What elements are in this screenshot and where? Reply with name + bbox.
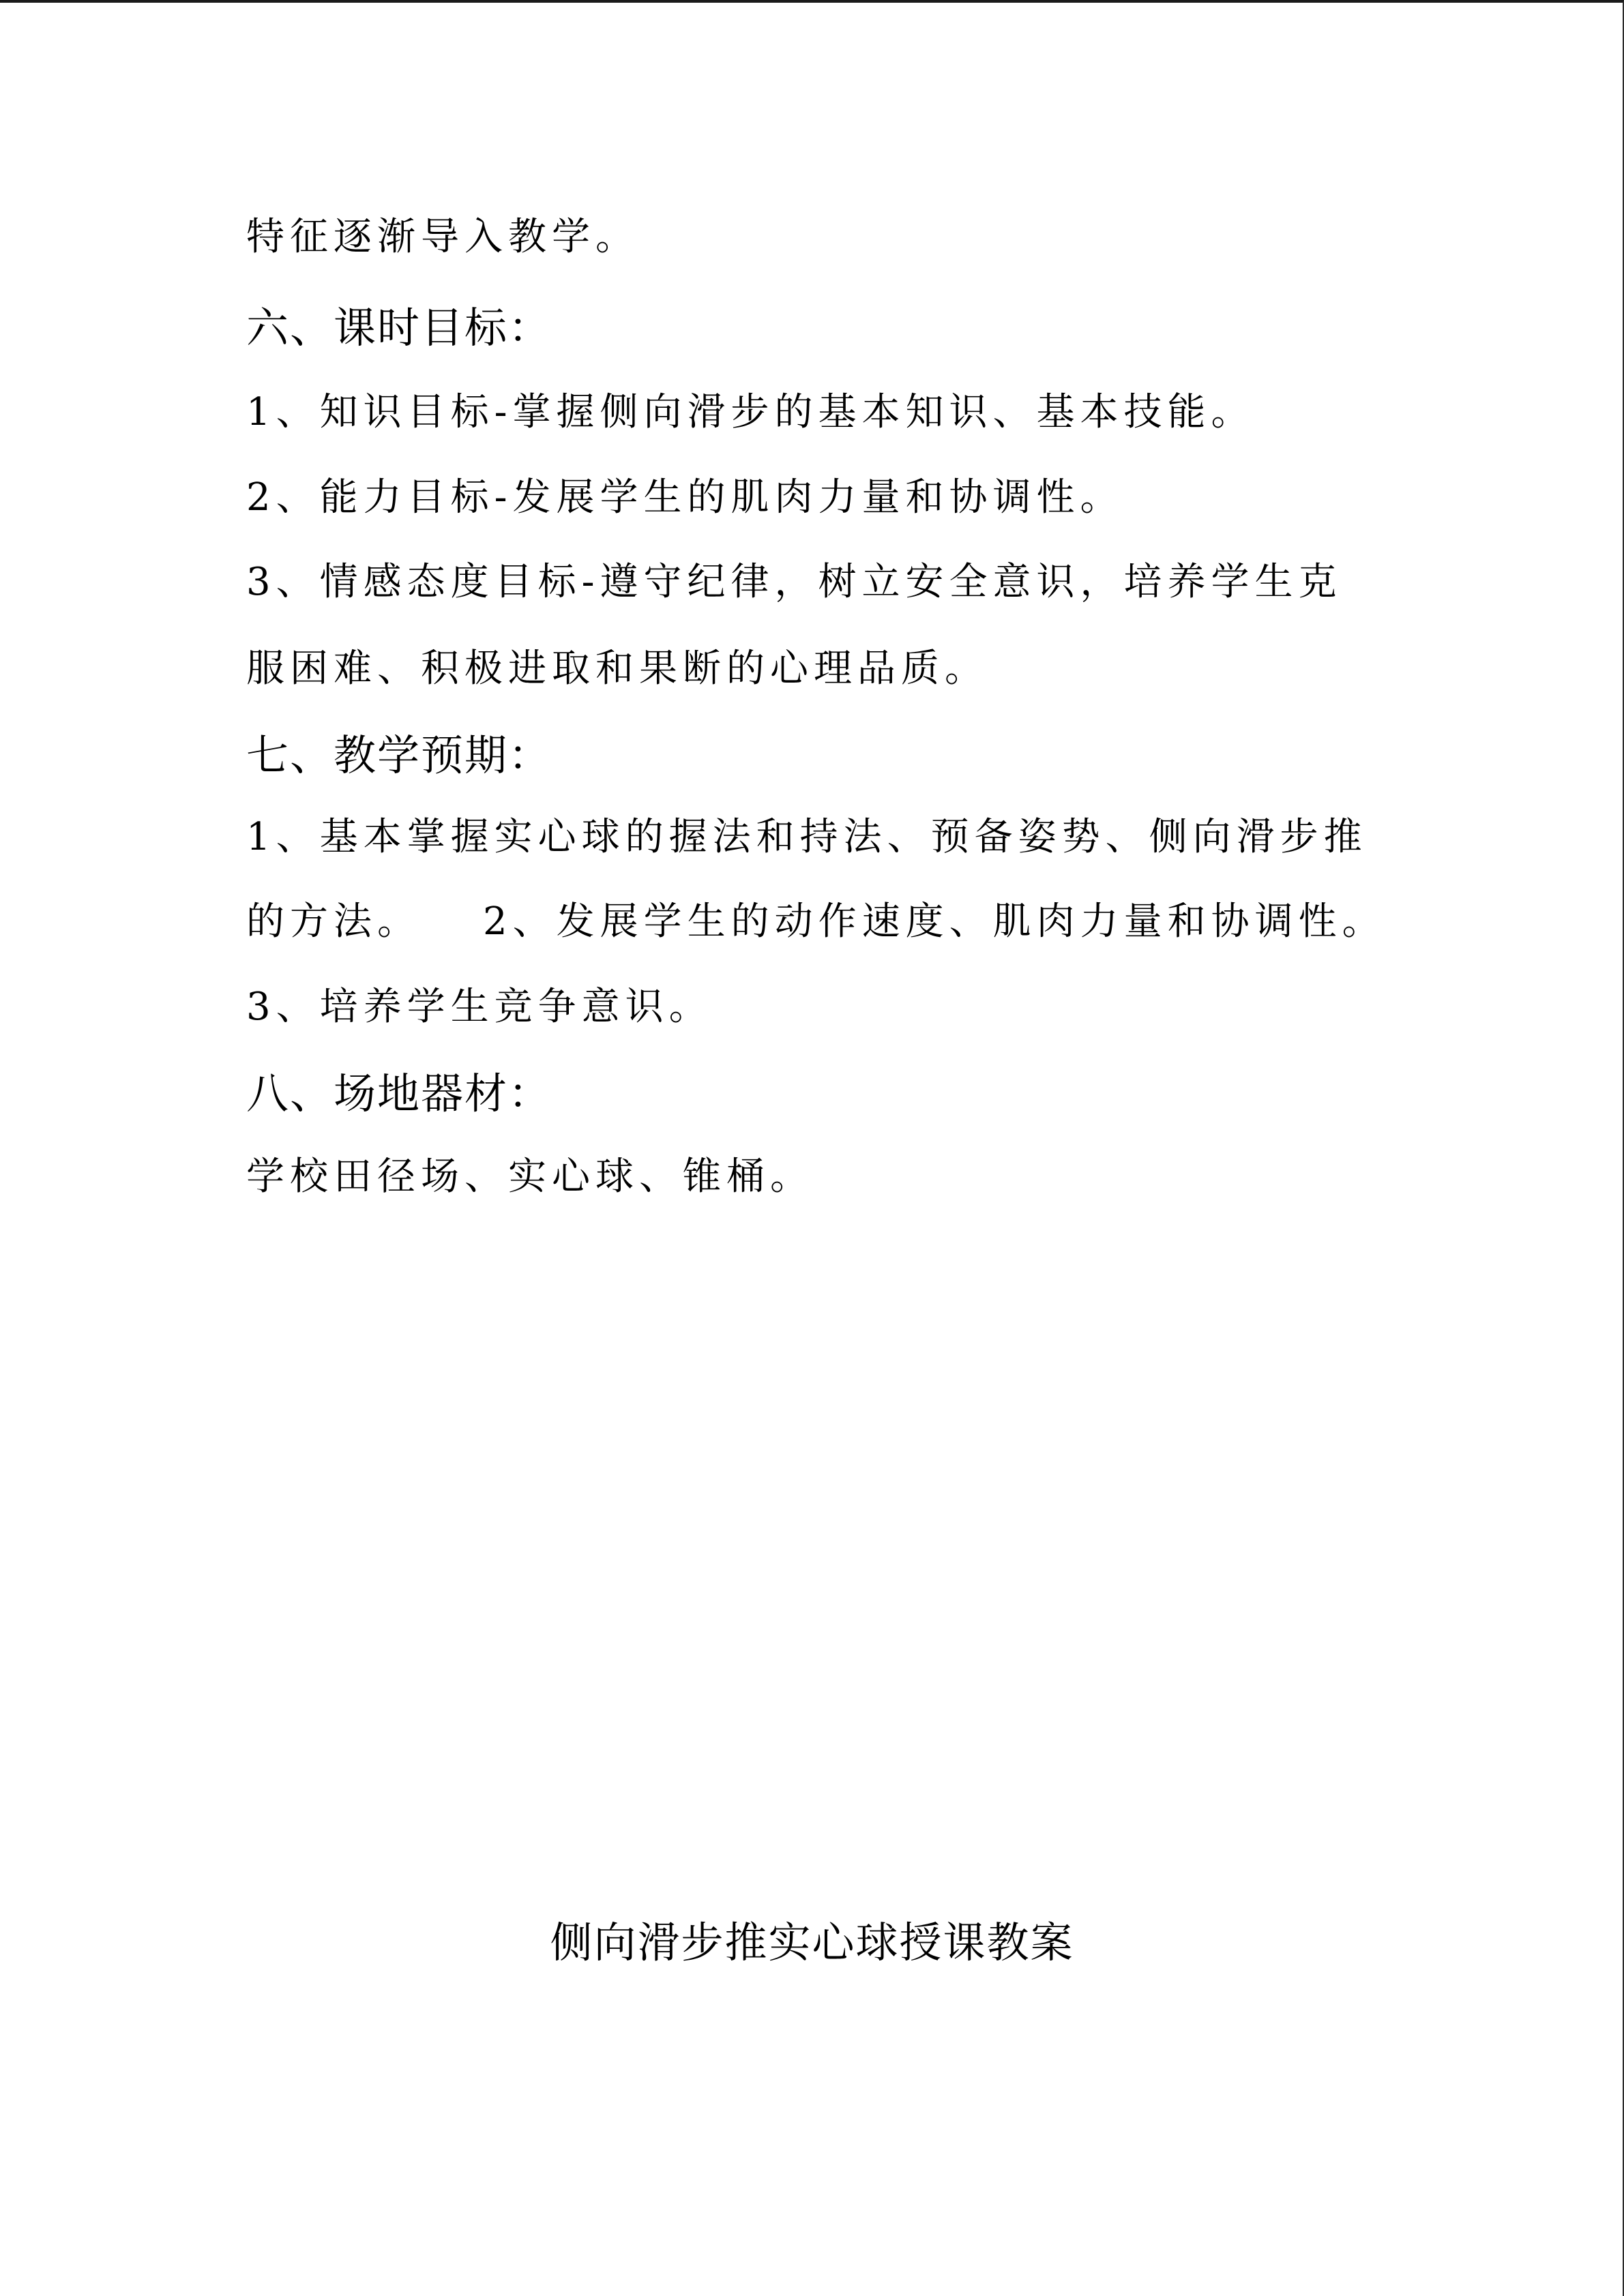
objective-item-ability: 2、能力目标-发展学生的肌肉力量和协调性。 bbox=[246, 475, 1124, 520]
section-heading-equipment: 八、场地器材： bbox=[246, 1069, 552, 1118]
objective-item-attitude: 3、情感态度目标-遵守纪律，树立安全意识，培养学生克 bbox=[246, 560, 1342, 604]
equipment-list: 学校田径场、实心球、锥桶。 bbox=[246, 1154, 814, 1199]
objective-item-attitude-continued: 服困难、积极进取和果断的心理品质。 bbox=[246, 646, 988, 691]
expectation-item-1-continued: 的方法。 bbox=[246, 899, 421, 944]
continuation-line: 特征逐渐导入教学。 bbox=[246, 215, 639, 259]
expectation-item-2: 2、发展学生的动作速度、肌肉力量和协调性。 bbox=[483, 899, 1386, 944]
lesson-plan-title: 侧向滑步推实心球授课教案 bbox=[550, 1918, 1074, 1967]
expectation-item-3: 3、培养学生竞争意识。 bbox=[246, 985, 713, 1029]
section-heading-objectives: 六、课时目标： bbox=[246, 303, 552, 353]
expectation-item-1: 1、基本掌握实心球的握法和持法、预备姿势、侧向滑步推 bbox=[246, 815, 1368, 859]
section-heading-expectations: 七、教学预期： bbox=[246, 730, 552, 780]
objective-item-knowledge: 1、知识目标-掌握侧向滑步的基本知识、基本技能。 bbox=[246, 390, 1255, 434]
